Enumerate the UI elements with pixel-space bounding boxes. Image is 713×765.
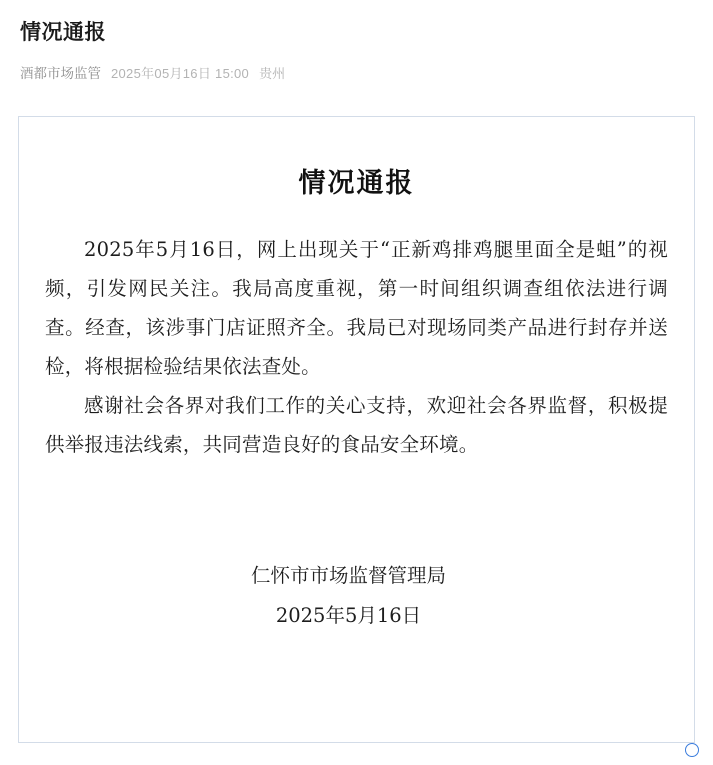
notice-heading: 情况通报 <box>298 168 415 199</box>
page-title: 情况通报 <box>20 21 106 44</box>
meta-source[interactable]: 酒都市场监管 <box>20 66 101 81</box>
meta-location: 贵州 <box>259 65 286 81</box>
notice-paragraph: 感谢社会各界对我们工作的关心支持，欢迎社会各界监督，积极提供举报违法线索，共同营造良好的食品安全环境。 <box>45 394 668 456</box>
article-meta <box>20 62 695 82</box>
meta-timestamp: 2025年05月16日 15:00 <box>111 65 250 81</box>
notice-body <box>45 230 668 464</box>
signature-date: 2025年5月16日 <box>275 604 422 627</box>
notice-document-card <box>18 116 695 743</box>
notice-paragraph: 2025年5月16日，网上出现关于“正新鸡排鸡腿里面全是蛆”的视频，引发网民关注。我局高度重视，第一时间组织调查组依法进行调查。经查，该涉事门店证照齐全。我局已对现场同类产品进行封存并送检，将根据检验结果依法查处。 <box>45 238 668 378</box>
signature-organization: 仁怀市市场监督管理局 <box>250 564 446 587</box>
notice-signature <box>45 556 668 636</box>
circle-marker-icon <box>685 743 699 757</box>
